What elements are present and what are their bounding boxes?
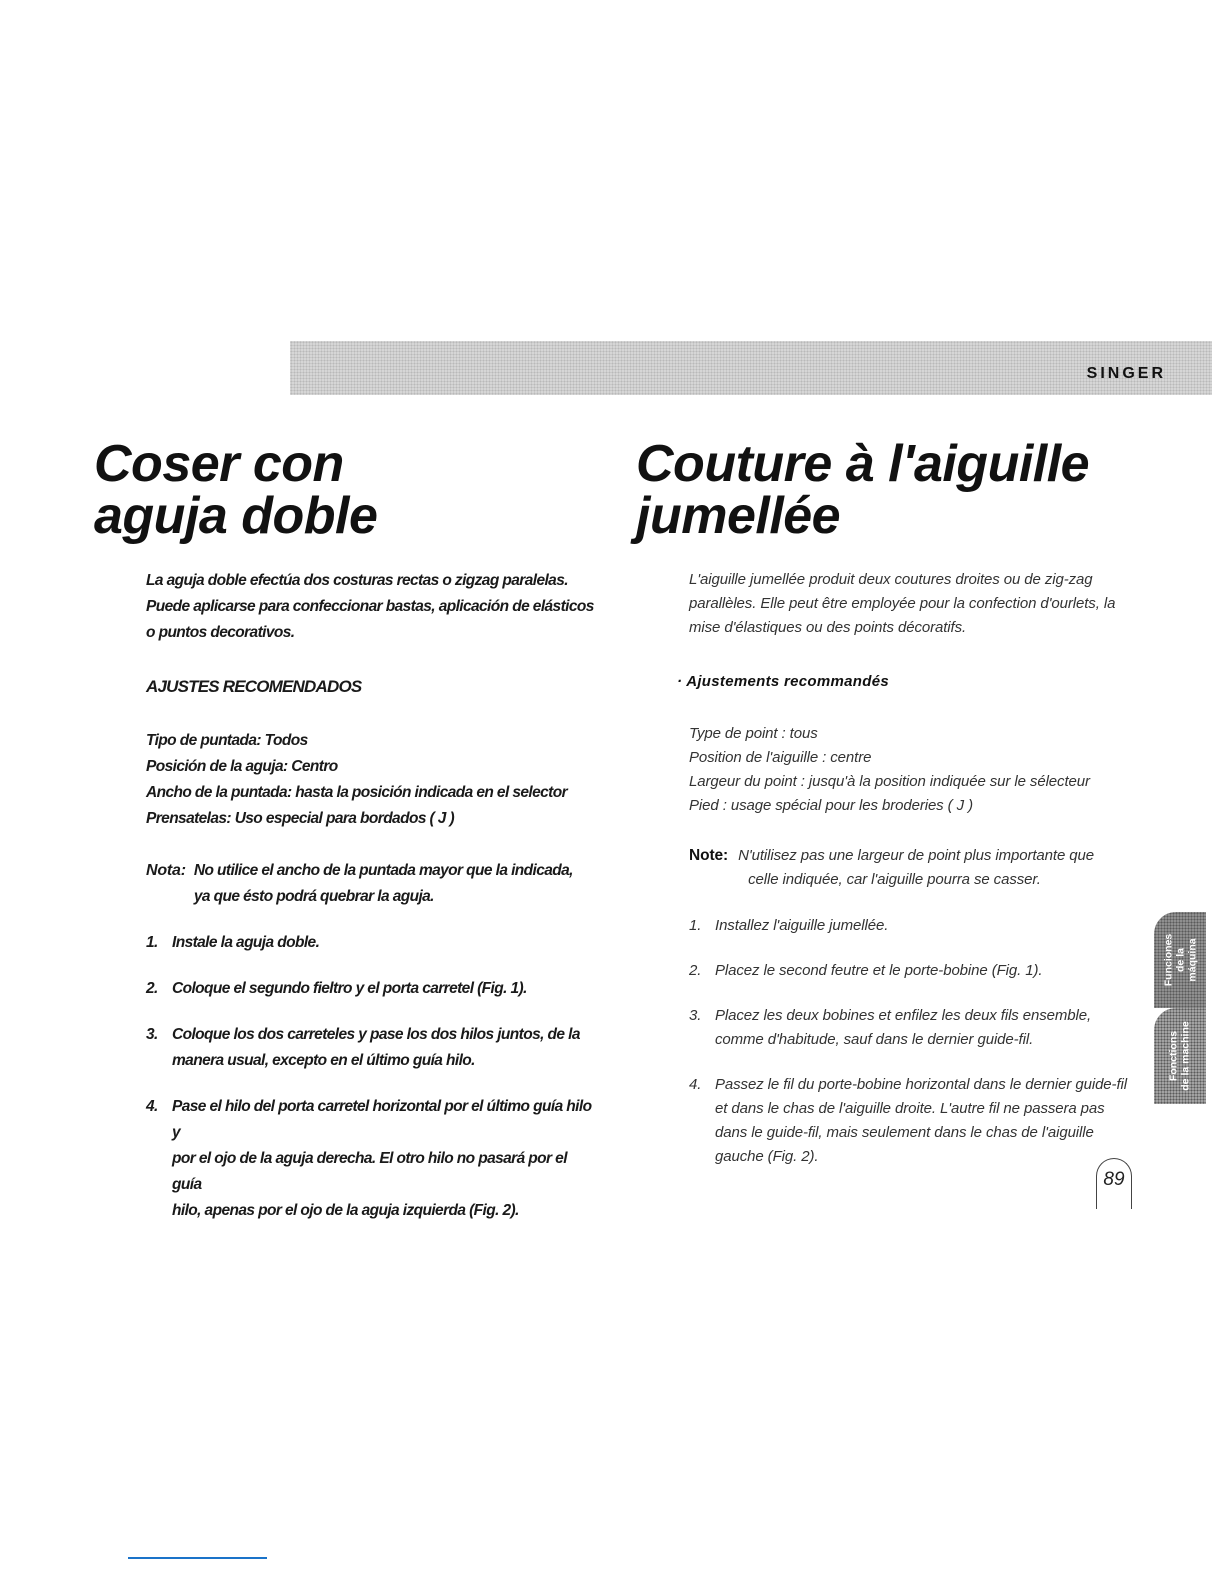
french-settings-heading: · Ajustements recommandés (677, 673, 890, 690)
header-band (290, 341, 1212, 395)
brand-logo: SINGER (1086, 365, 1166, 382)
list-item: 1. Installez l'aiguille jumellée. (689, 917, 889, 934)
page-number: 89 (1096, 1158, 1132, 1209)
spanish-note: Nota: No utilice el ancho de la puntada mayor que la indicada, ya que ésto podrá quebrar la aguja. (146, 858, 596, 910)
list-item: 2. Placez le second feutre et le porte-bobine (Fig. 1). (689, 962, 1043, 979)
spanish-settings-heading: AJUSTES RECOMENDADOS (146, 677, 362, 696)
side-tab-fonctions[interactable]: Fonctions de la machine (1154, 1008, 1206, 1104)
spanish-steps (146, 930, 596, 1224)
footer-divider (128, 1557, 267, 1559)
note-label: Note: (689, 847, 729, 864)
french-title: Couture à l'aiguille jumellée (636, 435, 1090, 545)
spanish-settings: Tipo de puntada: Todos Posición de la aguja: Centro Ancho de la puntada: hasta la posición indicada en el selector Prensatelas: Uso especial para bordados ( J ) (146, 732, 568, 827)
side-tab-funciones[interactable]: Funciones de la máquina (1154, 912, 1206, 1008)
french-intro: L'aiguille jumellée produit deux coutures droites ou de zig-zag parallèles. Elle peut être employée pour la confection d'ourlets, la mise d'élastiques ou des points décoratifs. (689, 571, 1116, 636)
spanish-title: Coser con aguja doble (94, 435, 378, 545)
french-column (636, 435, 1136, 1190)
list-item: 2. Coloque el segundo fieltro y el porta carretel (Fig. 1). (146, 980, 527, 997)
spanish-column (94, 435, 614, 1244)
french-body (677, 568, 1131, 1169)
french-note: Note: N'utilisez pas une largeur de point plus importante que celle indiquée, car l'aiguille pourra se casser. (689, 844, 1131, 892)
french-settings: Type de point : tous Position de l'aiguille : centre Largeur du point : jusqu'à la position indiquée sur le sélecteur Pied : usage spécial pour les broderies ( J ) (689, 725, 1090, 814)
list-item: 4. Passez le fil du porte-bobine horizontal dans le dernier guide-fil et dans le chas de l'aiguille droite. L'autre fil ne passera pas dans le guide-fil, mais seulement dans le chas de l'aiguille gauche (Fig. 2). (689, 1076, 1127, 1165)
list-item: 1. Instale la aguja doble. (146, 934, 320, 951)
spanish-body (146, 568, 596, 1224)
spanish-intro: La aguja doble efectúa dos costuras rectas o zigzag paralelas. Puede aplicarse para confeccionar bastas, aplicación de elásticos o puntos decorativos. (146, 572, 594, 641)
list-item: 3. Coloque los dos carreteles y pase los dos hilos juntos, de la manera usual, excepto en el último guía hilo. (146, 1026, 580, 1069)
list-item: 4. Pase el hilo del porta carretel horizontal por el último guía hilo y por el ojo de la aguja derecha. El otro hilo no pasará por el guía hilo, apenas por el ojo de la aguja izquierda (Fig. 2). (146, 1098, 592, 1219)
french-steps (689, 914, 1131, 1169)
list-item: 3. Placez les deux bobines et enfilez les deux fils ensemble, comme d'habitude, sauf dans le dernier guide-fil. (689, 1007, 1092, 1048)
note-label: Nota: (146, 862, 186, 879)
